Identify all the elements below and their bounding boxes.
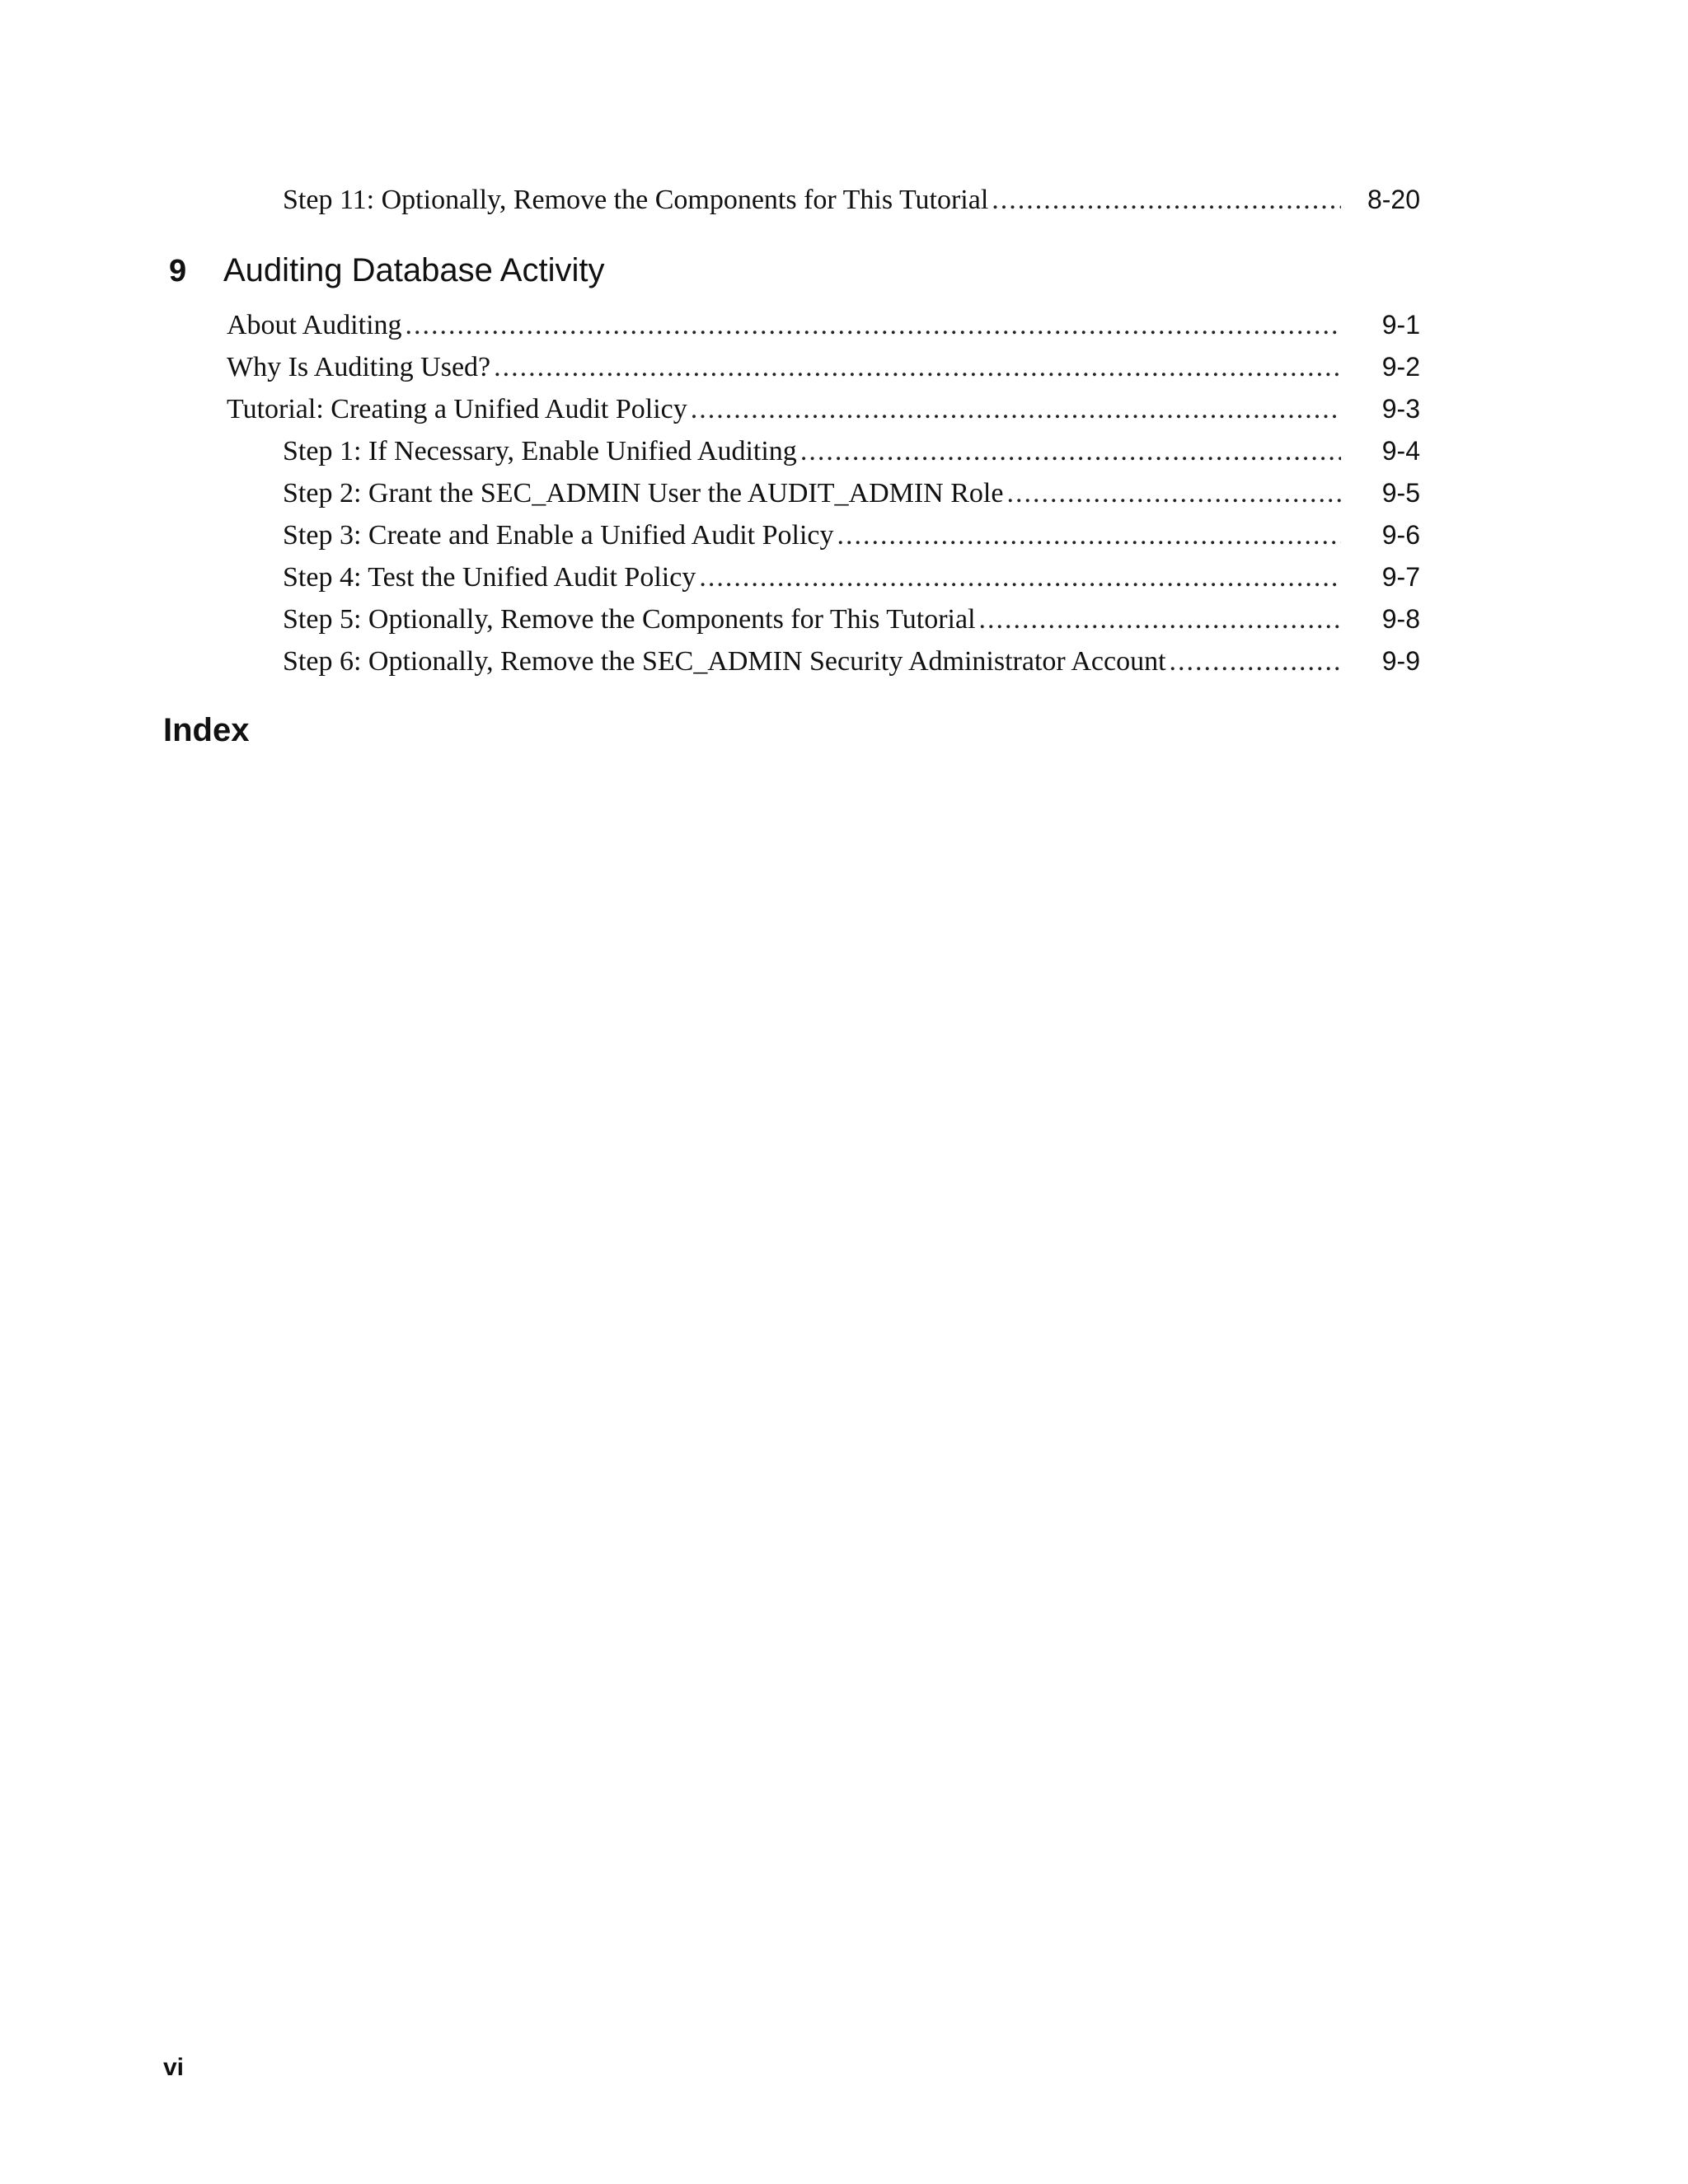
toc-dot-leader: [699, 561, 1341, 594]
toc-entry-step-2[interactable]: [283, 476, 1420, 509]
toc-entry-title: About Auditing: [227, 310, 402, 340]
index-heading[interactable]: Index: [163, 712, 250, 748]
toc-dot-leader: [1170, 645, 1341, 678]
toc-entry-step-1[interactable]: [283, 434, 1420, 467]
toc-entry-title: Step 4: Test the Unified Audit Policy: [283, 562, 696, 593]
toc-dot-leader: [800, 435, 1341, 468]
toc-entry-step-4[interactable]: [283, 560, 1420, 593]
toc-entry-step-5[interactable]: [283, 602, 1420, 635]
toc-entry-page: 8-20: [1367, 185, 1420, 214]
toc-entry-page: 9-9: [1381, 646, 1420, 676]
toc-dot-leader: [691, 393, 1341, 426]
toc-entry-step-3[interactable]: [283, 518, 1420, 551]
toc-entry-carryover[interactable]: [283, 183, 1420, 216]
toc-entry-why-auditing[interactable]: [227, 350, 1420, 383]
toc-entry-title: Why Is Auditing Used?: [227, 352, 491, 382]
toc-entry-title: Step 6: Optionally, Remove the SEC_ADMIN Security Administrator Account: [283, 646, 1166, 677]
toc-dot-leader: [979, 603, 1341, 636]
toc-entry-page: 9-7: [1381, 562, 1420, 592]
toc-entry-title: Step 2: Grant the SEC_ADMIN User the AUDIT_ADMIN Role: [283, 478, 1004, 509]
toc-entry-page: 9-5: [1381, 478, 1420, 508]
toc-dot-leader: [837, 519, 1341, 552]
toc-entry-page: 9-6: [1381, 520, 1420, 550]
toc-entry-about-auditing[interactable]: [227, 308, 1420, 341]
toc-entry-title: Step 1: If Necessary, Enable Unified Auditing: [283, 436, 797, 466]
toc-entry-title: Tutorial: Creating a Unified Audit Policy: [227, 394, 687, 424]
toc-entry-page: 9-4: [1381, 436, 1420, 466]
toc-entry-page: 9-8: [1381, 604, 1420, 634]
toc-entry-page: 9-1: [1381, 310, 1420, 340]
toc-dot-leader: [406, 309, 1341, 342]
toc-entry-title: Step 5: Optionally, Remove the Components for This Tutorial: [283, 604, 976, 635]
toc-entry-step-6[interactable]: [283, 644, 1420, 677]
toc-entry-page: 9-2: [1381, 352, 1420, 382]
chapter-title: Auditing Database Activity: [223, 252, 605, 288]
toc-dot-leader: [992, 184, 1341, 217]
toc-dot-leader: [1006, 477, 1341, 510]
toc-entry-tutorial[interactable]: [227, 392, 1420, 425]
toc-dot-leader: [494, 351, 1341, 384]
toc-entry-title: Step 11: Optionally, Remove the Components for This Tutorial: [283, 185, 989, 215]
page-number: vi: [163, 2054, 185, 2081]
toc-entry-page: 9-3: [1381, 394, 1420, 424]
chapter-heading[interactable]: [169, 252, 604, 289]
toc-entry-title: Step 3: Create and Enable a Unified Audit Policy: [283, 520, 834, 551]
chapter-number: 9: [169, 254, 187, 288]
